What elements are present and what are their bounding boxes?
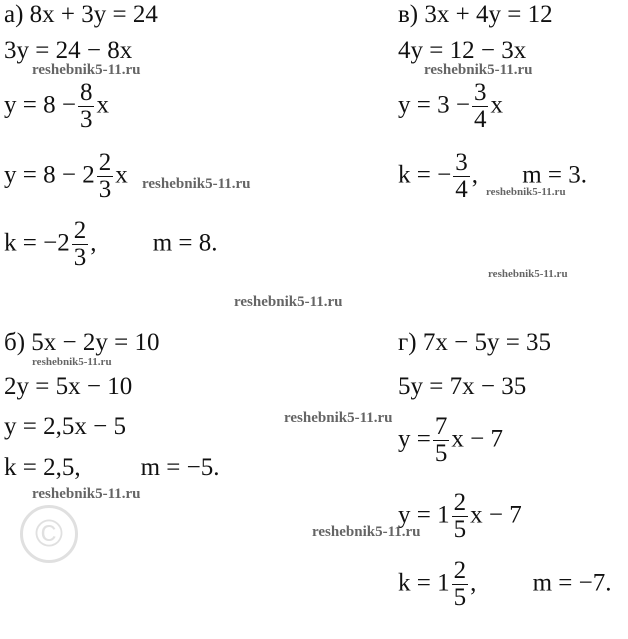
copyright-stamp: © xyxy=(20,505,78,563)
watermark: reshebnik5-11.ru xyxy=(424,62,533,78)
watermark: reshebnik5-11.ru xyxy=(312,524,421,540)
task-g-equation: г) 7x − 5y = 35 xyxy=(398,329,552,356)
task-b-equation: б) 5x − 2y = 10 xyxy=(4,329,160,356)
fraction: $\frac{8}{3}$ xyxy=(79,79,93,134)
task-a-step1: 3y = 24 − 8x xyxy=(4,37,133,64)
task-a-label: а) xyxy=(4,1,24,28)
watermark: reshebnik5-11.ru xyxy=(32,486,141,502)
task-a-equation xyxy=(4,2,158,27)
task-v-step1: 4y = 12 − 3x xyxy=(398,37,527,64)
task-a-eq: 8x + 3y = 24 xyxy=(29,1,158,28)
fraction: $\frac{3}{4}$ xyxy=(473,79,487,134)
fraction: $\frac{2}{5}$ xyxy=(453,557,467,612)
fraction: $\frac{2}{5}$ xyxy=(453,489,467,544)
task-g-step1: 5y = 7x − 35 xyxy=(398,373,527,400)
task-a-answer: k = −2 $\frac{2}{3}$ , m = 8. xyxy=(4,217,218,272)
task-g-answer: k = 1 $\frac{2}{5}$ , m = −7. xyxy=(398,557,612,612)
fraction: $\frac{2}{3}$ xyxy=(73,217,87,272)
task-g-step3: y = 1 $\frac{2}{5}$ x − 7 xyxy=(398,489,522,544)
task-a-step2: y = 8 − $\frac{8}{3}$ x xyxy=(4,79,109,134)
task-b-step2: y = 2,5x − 5 xyxy=(4,413,126,440)
fraction: $\frac{7}{5}$ xyxy=(434,413,448,468)
fraction: $\frac{2}{3}$ xyxy=(98,149,112,204)
fraction: $\frac{3}{4}$ xyxy=(455,149,468,204)
task-b-answer: k = 2,5, m = −5. xyxy=(4,454,220,481)
watermark: reshebnik5-11.ru xyxy=(234,294,343,310)
watermark: reshebnik5-11.ru xyxy=(284,410,393,426)
watermark: reshebnik5-11.ru xyxy=(32,356,112,368)
watermark: reshebnik5-11.ru xyxy=(32,62,141,78)
task-v-answer: k = − $\frac{3}{4}$ , m = 3. xyxy=(398,149,587,204)
task-b-step1: 2y = 5x − 10 xyxy=(4,373,133,400)
task-v-step2: y = 3 − $\frac{3}{4}$ x xyxy=(398,79,503,134)
task-g-step2: y = $\frac{7}{5}$ x − 7 xyxy=(398,413,503,468)
watermark: reshebnik5-11.ru xyxy=(486,186,566,198)
watermark: reshebnik5-11.ru xyxy=(488,268,568,280)
task-a-step3: y = 8 − 2 $\frac{2}{3}$ x xyxy=(4,149,128,204)
watermark: reshebnik5-11.ru xyxy=(142,176,251,192)
task-v-equation: в) 3x + 4y = 12 xyxy=(398,1,553,28)
